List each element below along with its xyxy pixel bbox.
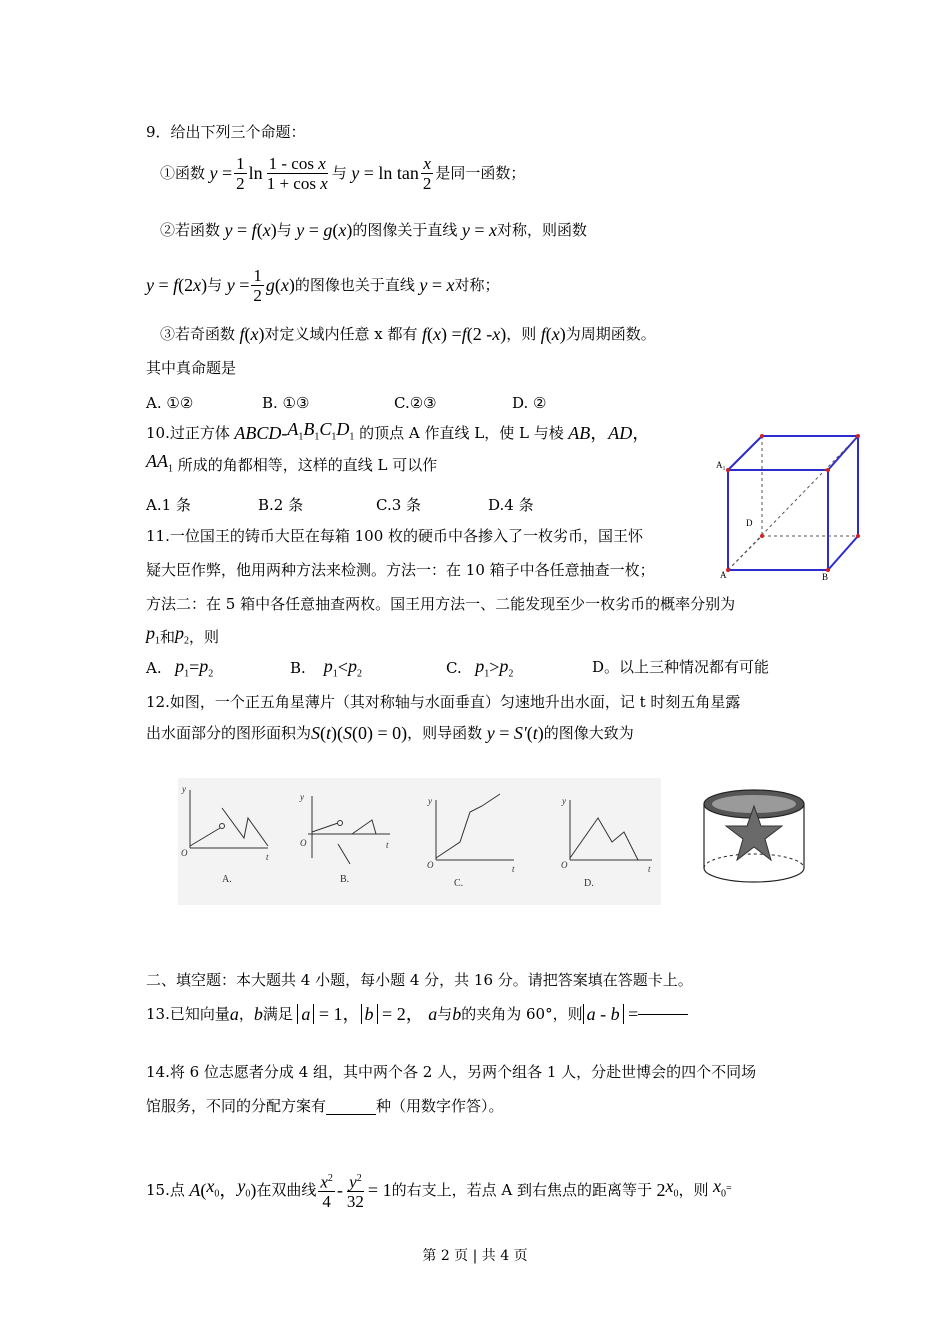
q12-graphs <box>178 778 661 905</box>
q9-proposition-2: ②若函数 y = f ( x ) 与 y = g ( x ) 的图像关于直线 y = x 对称，则函数 <box>160 220 588 240</box>
q15-mid2: 的右支上，若点 A 到右焦点的距离等于 <box>391 1181 652 1199</box>
graph-a-y: y <box>182 784 186 794</box>
q12-line2-prefix: 出水面部分的图形面积为 <box>146 724 312 742</box>
q13-mid2: 与 <box>437 1005 453 1023</box>
q11-option-d: D。以上三种情况都有可能 <box>592 658 770 676</box>
q14-line1: 14.将 6 位志愿者分成 4 组，其中两个各 2 人，另两个组各 1 人，分赴世博会的四个不同场 <box>146 1063 757 1081</box>
q10-option-d: D.4 条 <box>488 496 534 514</box>
graph-a-t: t <box>266 852 269 862</box>
graph-b-t: t <box>386 840 389 850</box>
q13-mid: 满足 <box>262 1005 293 1023</box>
q9-proposition-3: ③若奇函数 f ( x ) 对定义域内任意 x 都有 f ( x ) = f (2 - x ) ，则 f ( x ) 为周期函数。 <box>160 324 656 344</box>
q11-option-c-label: C. <box>446 658 462 677</box>
q12-line2-mid: ，则导函数 <box>407 724 483 742</box>
q13-line: 13.已知向量 a ， b 满足 a = 1， b = 2， a 与 b 的夹角为 60°，则 a - b = <box>146 1000 688 1028</box>
cylinder-bottom <box>704 868 804 882</box>
q11-option-b: B. $p_1$ < $p_2$ <box>290 656 362 680</box>
q15-mid: 在双曲线 <box>256 1181 317 1199</box>
q9-p2-suffix: 对称，则函数 <box>497 221 588 239</box>
q10-option-c: C.3 条 <box>376 496 422 514</box>
graph-d-o: O <box>561 860 568 870</box>
q10-suffix: 所成的角都相等，这样的直线 L 可以作 <box>177 456 438 474</box>
q11-option-b-label: B. <box>290 658 306 677</box>
q12-graph-panel <box>178 778 661 905</box>
graph-c-y: y <box>428 796 432 806</box>
cube-label-a: A <box>720 570 727 580</box>
graph-d <box>570 800 652 860</box>
cube-diagonal <box>728 436 858 570</box>
q14-answer-blank[interactable] <box>326 1098 376 1115</box>
q13-prefix: 13.已知向量 <box>146 1005 230 1023</box>
q11-line3: 方法二：在 5 箱中各任意抽查两枚。国王用方法一、二能发现至少一枚劣币的概率分别为 <box>146 595 736 613</box>
cube-edge <box>828 536 858 570</box>
q9-option-c: C.②③ <box>394 394 437 412</box>
q14-line2-suffix: 种（用数字作答）。 <box>376 1097 504 1115</box>
graph-a-o: O <box>181 848 188 858</box>
q11-option-c: C. $p_1$ > $p_2$ <box>446 656 514 680</box>
cube-edge <box>828 436 858 470</box>
q9-p2-mid1: 与 <box>276 221 292 239</box>
q10-mid: 的顶点 A 作直线 L，使 L 与棱 <box>359 424 564 442</box>
graph-c-label: C. <box>454 878 464 889</box>
cube-front-face <box>728 470 828 570</box>
q11-line4-suffix: ，则 <box>189 628 220 646</box>
q10-prefix: 10.过正方体 <box>146 424 230 442</box>
q9-proposition-2b: y = f (2 x ) 与 y = $\frac{1}{2}$ g ( x ) 的图像也关于直线 y = x 对称； <box>146 265 500 305</box>
q11-line1: 11.一位国王的铸币大臣在每箱 100 枚的硬币中各掺入了一枚劣币，国王怀 <box>146 527 644 545</box>
q9-p1-mid: 与 <box>331 164 347 182</box>
q9-option-b: B. ①③ <box>262 394 310 412</box>
q11-option-a-label: A. <box>146 658 162 677</box>
q9-option-a: A. ①② <box>146 394 194 412</box>
q10-line1: 10.过正方体 ABCD - $A_1B_1C_1D_1$ 的顶点 A 作直线 L，使 L 与棱 AB ， AD ， <box>146 418 651 443</box>
q11-option-a: A. $p_1$ = $p_2$ <box>146 656 214 680</box>
q9-p3-prefix: ③若奇函数 <box>160 325 236 343</box>
q15-mid3: ，则 <box>678 1181 709 1199</box>
q9-p2-prefix: ②若函数 <box>160 221 221 239</box>
q11-line2: 疑大臣作弊，他用两种方法来检测。方法一：在 10 箱子中各任意抽查一枚； <box>146 561 655 579</box>
graph-c-t: t <box>512 864 515 874</box>
q9-p3-suffix: 为周期函数。 <box>565 325 656 343</box>
cube-label-b: B <box>822 572 829 582</box>
q9-p2b-suffix: 对称； <box>454 276 500 294</box>
q10-line2: $AA_1$ 所成的角都相等，这样的直线 L 可以作 <box>146 450 438 475</box>
graph-b-o: O <box>300 838 307 848</box>
cube-label-d: D <box>746 518 753 528</box>
graph-b-label: B. <box>340 874 350 885</box>
q10-option-a: A.1 条 <box>146 496 191 514</box>
q10-option-b: B.2 条 <box>258 496 304 514</box>
q12-line2: 出水面部分的图形面积为 S ( t )( S (0) = 0) ，则导函数 y = S′ ( t ) 的图像大致为 <box>146 723 634 743</box>
q14-line2-prefix: 馆服务，不同的分配方案有 <box>146 1097 327 1115</box>
q9-option-d: D. ② <box>512 394 547 412</box>
q9-p3-mid: 对定义域内任意 x 都有 <box>264 325 418 343</box>
graph-c <box>436 794 514 860</box>
q12-line1: 12.如图，一个正五角星薄片（其对称轴与水面垂直）匀速地升出水面，记 t 时刻五角星露 <box>146 693 741 711</box>
q9-p1-suffix: 是同一函数； <box>435 164 526 182</box>
q15-prefix: 15.点 <box>146 1181 185 1199</box>
q14-line2 <box>146 1096 504 1116</box>
q13-sep: ， <box>238 1005 254 1023</box>
star-cylinder-figure <box>698 780 810 892</box>
graph-a <box>190 790 268 848</box>
graph-a-label: A. <box>222 874 232 885</box>
cube-edge <box>728 436 762 470</box>
q9-p2b-mid: 与 <box>207 276 223 294</box>
q12-line2-suffix: 的图像大致为 <box>543 724 634 742</box>
q15-line: 15.点 A ( $x_0$ ， $y_0$ ) 在双曲线 $\frac{x^2}{4}$ - $\frac{y^2}{32}$ = 1 的右支上，若点 A 到右焦点的距离等于 2 $x_0$ ，则 $x_0$ = <box>146 1166 732 1214</box>
cube-figure <box>712 428 872 586</box>
graph-d-label: D. <box>584 878 594 889</box>
page-footer: 第 2 页 | 共 4 页 <box>422 1248 528 1264</box>
graph-d-t: t <box>648 864 651 874</box>
q9-question: 其中真命题是 <box>146 359 237 377</box>
q9-proposition-1: ①函数 y = $\frac{1}{2}$ ln $\frac{\text{1 - cos x}}{\text{1 + cos x}}$ 与 y = ln tan $\frac{x}{2}$ 是同一函数； <box>160 153 526 193</box>
q9-p1-prefix: ①函数 <box>160 164 206 182</box>
q11-line4-mid: 和 <box>160 628 176 646</box>
graph-d-y: y <box>562 796 566 806</box>
graph-b <box>308 796 390 864</box>
q13-answer-blank[interactable] <box>638 1014 688 1015</box>
q9-p2b-mid2: 的图像也关于直线 <box>294 276 415 294</box>
q9-p3-mid2: ，则 <box>506 325 537 343</box>
q9-p2-mid2: 的图像关于直线 <box>352 221 458 239</box>
section-2-heading: 二、填空题：本大题共 4 小题，每小题 4 分，共 16 分。请把答案填在答题卡上。 <box>146 971 693 989</box>
q9-stem: 9．给出下列三个命题： <box>146 123 306 141</box>
graph-c-o: O <box>427 860 434 870</box>
cube-label-a1: A₁ <box>716 460 726 470</box>
q11-line4: $p_1$ 和 $p_2$ ，则 <box>146 622 220 647</box>
q13-angle: 的夹角为 60°，则 <box>461 1005 583 1023</box>
graph-b-y: y <box>300 792 304 802</box>
